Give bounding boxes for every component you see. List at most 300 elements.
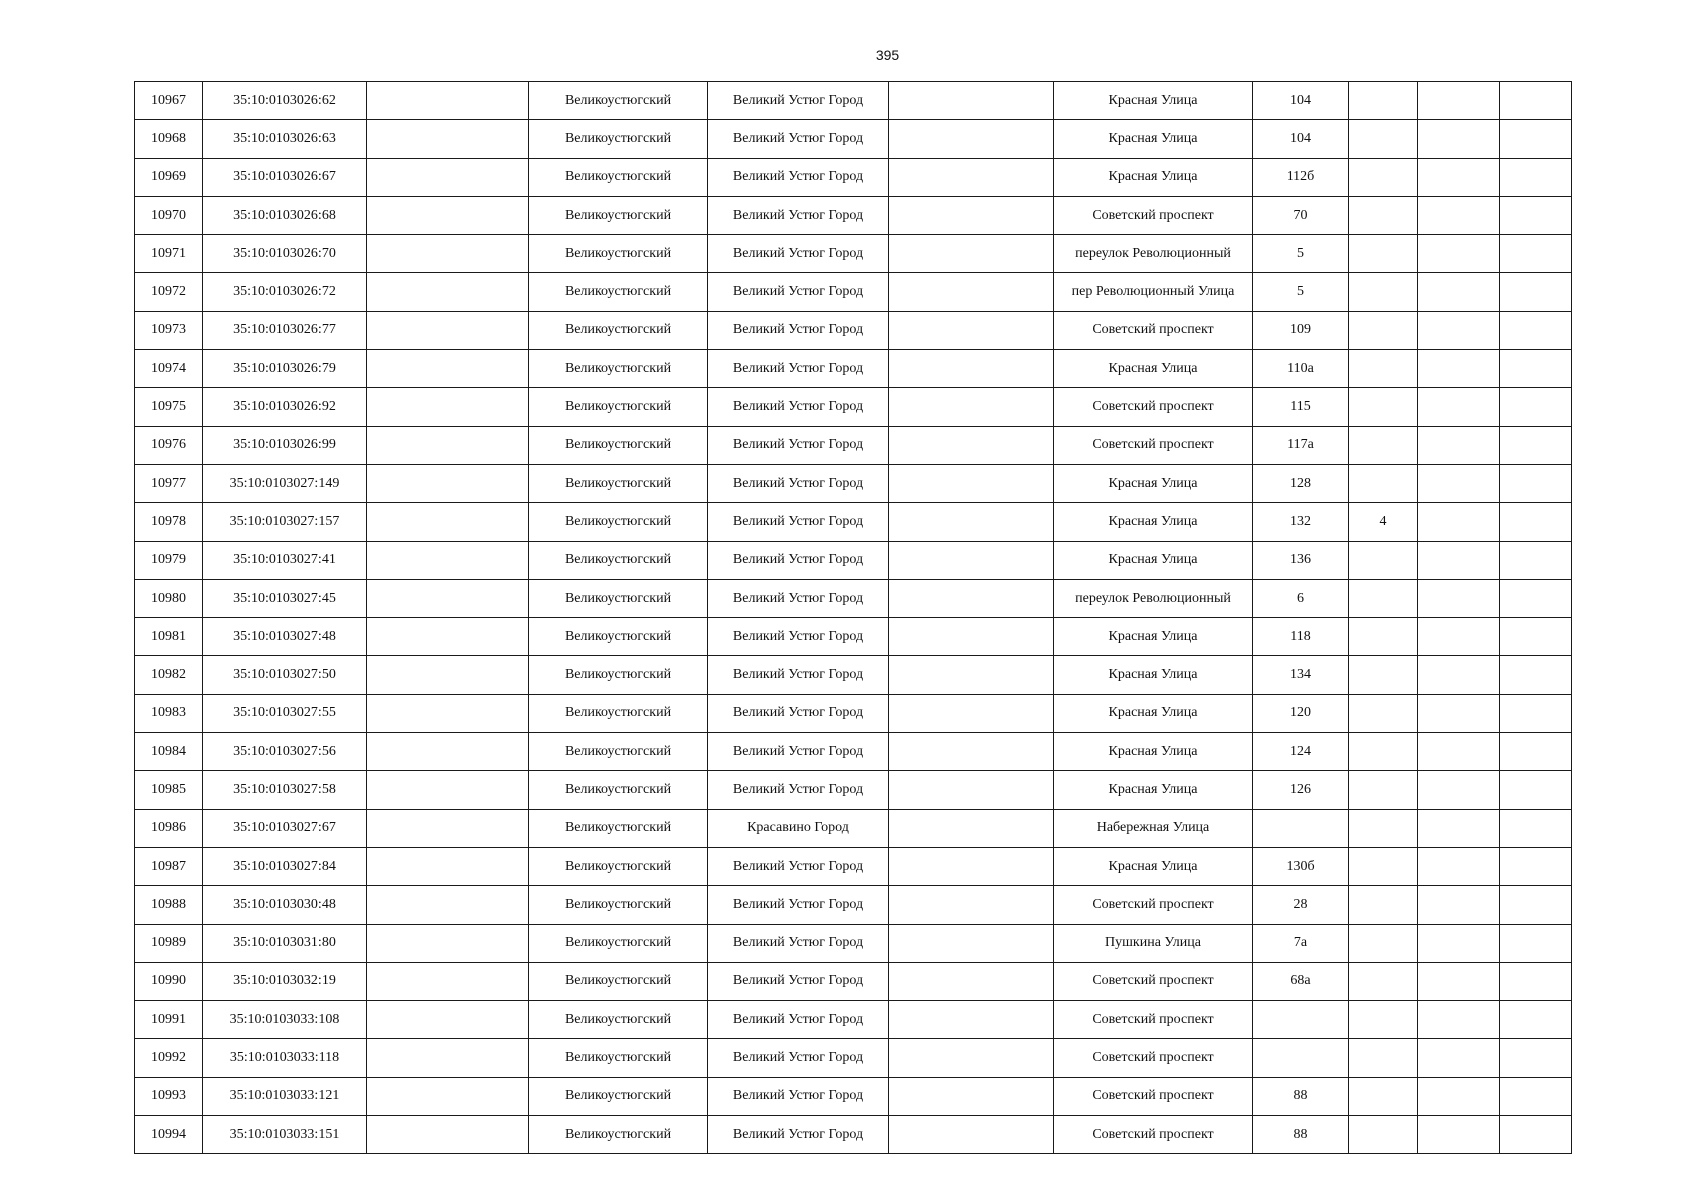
locality-cell: Великий Устюг Город: [708, 311, 889, 349]
district-cell: Великоустюгский: [529, 579, 708, 617]
locality-cell: Великий Устюг Город: [708, 579, 889, 617]
house-number-cell: 110а: [1253, 350, 1349, 388]
district-cell: Великоустюгский: [529, 924, 708, 962]
empty-cell: [889, 82, 1054, 120]
empty-cell: [1418, 1001, 1500, 1039]
locality-cell: Великий Устюг Город: [708, 235, 889, 273]
row-number-cell: 10991: [135, 1001, 203, 1039]
table-row: [135, 656, 1572, 694]
district-cell: Великоустюгский: [529, 503, 708, 541]
building-number-cell: [1349, 311, 1418, 349]
empty-cell: [1418, 618, 1500, 656]
district-cell: Великоустюгский: [529, 158, 708, 196]
cadastral-number-cell: 35:10:0103033:108: [203, 1001, 367, 1039]
empty-cell: [889, 311, 1054, 349]
empty-cell: [1418, 962, 1500, 1000]
district-cell: Великоустюгский: [529, 82, 708, 120]
building-number-cell: [1349, 541, 1418, 579]
empty-cell: [1500, 273, 1572, 311]
building-number-cell: [1349, 196, 1418, 234]
row-number-cell: 10992: [135, 1039, 203, 1077]
street-cell: Советский проспект: [1054, 1116, 1253, 1154]
building-number-cell: [1349, 1116, 1418, 1154]
locality-cell: Великий Устюг Город: [708, 464, 889, 502]
building-number-cell: [1349, 82, 1418, 120]
building-number-cell: [1349, 694, 1418, 732]
table-row: [135, 1001, 1572, 1039]
building-number-cell: [1349, 618, 1418, 656]
row-number-cell: 10976: [135, 426, 203, 464]
row-number-cell: 10984: [135, 733, 203, 771]
empty-cell: [1418, 656, 1500, 694]
building-number-cell: [1349, 350, 1418, 388]
building-number-cell: [1349, 656, 1418, 694]
row-number-cell: 10985: [135, 771, 203, 809]
building-number-cell: 4: [1349, 503, 1418, 541]
empty-cell: [1418, 809, 1500, 847]
empty-cell: [367, 350, 529, 388]
empty-cell: [1418, 771, 1500, 809]
row-number-cell: 10974: [135, 350, 203, 388]
building-number-cell: [1349, 733, 1418, 771]
empty-cell: [367, 503, 529, 541]
locality-cell: Великий Устюг Город: [708, 924, 889, 962]
locality-cell: Великий Устюг Город: [708, 733, 889, 771]
empty-cell: [1500, 1116, 1572, 1154]
cadastral-number-cell: 35:10:0103032:19: [203, 962, 367, 1000]
table-row: [135, 1116, 1572, 1154]
property-register-table: [134, 81, 1572, 1154]
empty-cell: [1500, 579, 1572, 617]
street-cell: Красная Улица: [1054, 733, 1253, 771]
table-row: [135, 464, 1572, 502]
street-cell: переулок Революционный: [1054, 235, 1253, 273]
building-number-cell: [1349, 579, 1418, 617]
locality-cell: Великий Устюг Город: [708, 1077, 889, 1115]
empty-cell: [1500, 120, 1572, 158]
table-row: [135, 924, 1572, 962]
street-cell: Красная Улица: [1054, 618, 1253, 656]
building-number-cell: [1349, 809, 1418, 847]
empty-cell: [1418, 847, 1500, 885]
empty-cell: [889, 886, 1054, 924]
empty-cell: [1418, 158, 1500, 196]
table-row: [135, 771, 1572, 809]
table-body: [135, 82, 1572, 1154]
building-number-cell: [1349, 388, 1418, 426]
empty-cell: [367, 847, 529, 885]
house-number-cell: 115: [1253, 388, 1349, 426]
district-cell: Великоустюгский: [529, 426, 708, 464]
empty-cell: [1500, 847, 1572, 885]
empty-cell: [889, 1077, 1054, 1115]
locality-cell: Великий Устюг Город: [708, 82, 889, 120]
empty-cell: [889, 426, 1054, 464]
empty-cell: [1500, 541, 1572, 579]
empty-cell: [1418, 350, 1500, 388]
house-number-cell: 112б: [1253, 158, 1349, 196]
table-row: [135, 618, 1572, 656]
house-number-cell: [1253, 1001, 1349, 1039]
locality-cell: Великий Устюг Город: [708, 1039, 889, 1077]
table-row: [135, 847, 1572, 885]
row-number-cell: 10971: [135, 235, 203, 273]
empty-cell: [889, 464, 1054, 502]
locality-cell: Великий Устюг Город: [708, 503, 889, 541]
cadastral-number-cell: 35:10:0103027:45: [203, 579, 367, 617]
empty-cell: [1500, 1077, 1572, 1115]
empty-cell: [367, 311, 529, 349]
street-cell: пер Революционный Улица: [1054, 273, 1253, 311]
street-cell: Красная Улица: [1054, 656, 1253, 694]
cadastral-number-cell: 35:10:0103027:84: [203, 847, 367, 885]
empty-cell: [1500, 311, 1572, 349]
house-number-cell: 88: [1253, 1077, 1349, 1115]
empty-cell: [889, 809, 1054, 847]
district-cell: Великоустюгский: [529, 618, 708, 656]
empty-cell: [367, 120, 529, 158]
building-number-cell: [1349, 1039, 1418, 1077]
locality-cell: Красавино Город: [708, 809, 889, 847]
locality-cell: Великий Устюг Город: [708, 771, 889, 809]
empty-cell: [1500, 82, 1572, 120]
district-cell: Великоустюгский: [529, 962, 708, 1000]
cadastral-number-cell: 35:10:0103027:41: [203, 541, 367, 579]
row-number-cell: 10983: [135, 694, 203, 732]
locality-cell: Великий Устюг Город: [708, 388, 889, 426]
empty-cell: [889, 771, 1054, 809]
cadastral-number-cell: 35:10:0103026:72: [203, 273, 367, 311]
cadastral-number-cell: 35:10:0103027:67: [203, 809, 367, 847]
empty-cell: [367, 464, 529, 502]
cadastral-number-cell: 35:10:0103026:63: [203, 120, 367, 158]
empty-cell: [1500, 1001, 1572, 1039]
empty-cell: [1500, 158, 1572, 196]
row-number-cell: 10973: [135, 311, 203, 349]
house-number-cell: 6: [1253, 579, 1349, 617]
building-number-cell: [1349, 120, 1418, 158]
empty-cell: [1418, 1077, 1500, 1115]
empty-cell: [1500, 733, 1572, 771]
district-cell: Великоустюгский: [529, 464, 708, 502]
empty-cell: [367, 1039, 529, 1077]
empty-cell: [1418, 464, 1500, 502]
street-cell: Пушкина Улица: [1054, 924, 1253, 962]
cadastral-number-cell: 35:10:0103027:55: [203, 694, 367, 732]
empty-cell: [367, 886, 529, 924]
empty-cell: [1500, 196, 1572, 234]
house-number-cell: 109: [1253, 311, 1349, 349]
empty-cell: [1500, 350, 1572, 388]
district-cell: Великоустюгский: [529, 694, 708, 732]
street-cell: Красная Улица: [1054, 464, 1253, 502]
empty-cell: [889, 694, 1054, 732]
row-number-cell: 10975: [135, 388, 203, 426]
street-cell: Красная Улица: [1054, 541, 1253, 579]
district-cell: Великоустюгский: [529, 120, 708, 158]
building-number-cell: [1349, 273, 1418, 311]
district-cell: Великоустюгский: [529, 1077, 708, 1115]
table-row: [135, 273, 1572, 311]
house-number-cell: [1253, 1039, 1349, 1077]
empty-cell: [1500, 962, 1572, 1000]
locality-cell: Великий Устюг Город: [708, 694, 889, 732]
empty-cell: [889, 1039, 1054, 1077]
district-cell: Великоустюгский: [529, 235, 708, 273]
empty-cell: [367, 426, 529, 464]
empty-cell: [367, 924, 529, 962]
cadastral-number-cell: 35:10:0103031:80: [203, 924, 367, 962]
table-row: [135, 120, 1572, 158]
cadastral-number-cell: 35:10:0103026:67: [203, 158, 367, 196]
empty-cell: [367, 771, 529, 809]
cadastral-number-cell: 35:10:0103030:48: [203, 886, 367, 924]
empty-cell: [889, 733, 1054, 771]
empty-cell: [1500, 503, 1572, 541]
street-cell: Красная Улица: [1054, 694, 1253, 732]
district-cell: Великоустюгский: [529, 1116, 708, 1154]
empty-cell: [367, 1077, 529, 1115]
empty-cell: [1500, 426, 1572, 464]
row-number-cell: 10982: [135, 656, 203, 694]
page-number: 395: [875, 47, 900, 63]
locality-cell: Великий Устюг Город: [708, 1001, 889, 1039]
cadastral-number-cell: 35:10:0103027:50: [203, 656, 367, 694]
house-number-cell: 128: [1253, 464, 1349, 502]
row-number-cell: 10988: [135, 886, 203, 924]
locality-cell: Великий Устюг Город: [708, 350, 889, 388]
building-number-cell: [1349, 847, 1418, 885]
building-number-cell: [1349, 1077, 1418, 1115]
row-number-cell: 10994: [135, 1116, 203, 1154]
row-number-cell: 10970: [135, 196, 203, 234]
locality-cell: Великий Устюг Город: [708, 158, 889, 196]
district-cell: Великоустюгский: [529, 733, 708, 771]
row-number-cell: 10972: [135, 273, 203, 311]
district-cell: Великоустюгский: [529, 809, 708, 847]
locality-cell: Великий Устюг Город: [708, 426, 889, 464]
district-cell: Великоустюгский: [529, 388, 708, 426]
empty-cell: [1418, 1039, 1500, 1077]
district-cell: Великоустюгский: [529, 311, 708, 349]
empty-cell: [1418, 694, 1500, 732]
empty-cell: [889, 158, 1054, 196]
row-number-cell: 10993: [135, 1077, 203, 1115]
cadastral-number-cell: 35:10:0103027:58: [203, 771, 367, 809]
cadastral-number-cell: 35:10:0103027:48: [203, 618, 367, 656]
street-cell: Красная Улица: [1054, 503, 1253, 541]
district-cell: Великоустюгский: [529, 771, 708, 809]
building-number-cell: [1349, 924, 1418, 962]
street-cell: Советский проспект: [1054, 1077, 1253, 1115]
building-number-cell: [1349, 771, 1418, 809]
empty-cell: [889, 235, 1054, 273]
district-cell: Великоустюгский: [529, 541, 708, 579]
empty-cell: [889, 350, 1054, 388]
locality-cell: Великий Устюг Город: [708, 962, 889, 1000]
district-cell: Великоустюгский: [529, 196, 708, 234]
empty-cell: [367, 733, 529, 771]
table-row: [135, 426, 1572, 464]
empty-cell: [367, 1001, 529, 1039]
empty-cell: [367, 1116, 529, 1154]
district-cell: Великоустюгский: [529, 1039, 708, 1077]
house-number-cell: 68а: [1253, 962, 1349, 1000]
cadastral-number-cell: 35:10:0103027:56: [203, 733, 367, 771]
empty-cell: [1500, 886, 1572, 924]
building-number-cell: [1349, 158, 1418, 196]
empty-cell: [889, 579, 1054, 617]
district-cell: Великоустюгский: [529, 886, 708, 924]
row-number-cell: 10990: [135, 962, 203, 1000]
house-number-cell: 126: [1253, 771, 1349, 809]
street-cell: Красная Улица: [1054, 82, 1253, 120]
cadastral-number-cell: 35:10:0103026:92: [203, 388, 367, 426]
cadastral-number-cell: 35:10:0103027:149: [203, 464, 367, 502]
locality-cell: Великий Устюг Город: [708, 541, 889, 579]
empty-cell: [1418, 579, 1500, 617]
table-row: [135, 962, 1572, 1000]
table-row: [135, 235, 1572, 273]
empty-cell: [367, 196, 529, 234]
empty-cell: [889, 924, 1054, 962]
table-row: [135, 311, 1572, 349]
district-cell: Великоустюгский: [529, 656, 708, 694]
street-cell: Советский проспект: [1054, 426, 1253, 464]
empty-cell: [889, 541, 1054, 579]
street-cell: Красная Улица: [1054, 771, 1253, 809]
house-number-cell: 104: [1253, 120, 1349, 158]
table-row: [135, 196, 1572, 234]
empty-cell: [367, 656, 529, 694]
street-cell: Советский проспект: [1054, 1039, 1253, 1077]
locality-cell: Великий Устюг Город: [708, 196, 889, 234]
empty-cell: [889, 618, 1054, 656]
empty-cell: [1500, 771, 1572, 809]
cadastral-number-cell: 35:10:0103026:62: [203, 82, 367, 120]
cadastral-number-cell: 35:10:0103027:157: [203, 503, 367, 541]
building-number-cell: [1349, 962, 1418, 1000]
cadastral-number-cell: 35:10:0103026:70: [203, 235, 367, 273]
locality-cell: Великий Устюг Город: [708, 886, 889, 924]
cadastral-number-cell: 35:10:0103026:99: [203, 426, 367, 464]
row-number-cell: 10986: [135, 809, 203, 847]
row-number-cell: 10978: [135, 503, 203, 541]
street-cell: Советский проспект: [1054, 886, 1253, 924]
empty-cell: [367, 809, 529, 847]
empty-cell: [1500, 464, 1572, 502]
empty-cell: [1418, 503, 1500, 541]
empty-cell: [889, 388, 1054, 426]
house-number-cell: 7а: [1253, 924, 1349, 962]
table-row: [135, 579, 1572, 617]
empty-cell: [367, 388, 529, 426]
house-number-cell: 104: [1253, 82, 1349, 120]
house-number-cell: 130б: [1253, 847, 1349, 885]
table-row: [135, 82, 1572, 120]
house-number-cell: 118: [1253, 618, 1349, 656]
house-number-cell: 136: [1253, 541, 1349, 579]
empty-cell: [889, 847, 1054, 885]
empty-cell: [1418, 426, 1500, 464]
building-number-cell: [1349, 235, 1418, 273]
row-number-cell: 10989: [135, 924, 203, 962]
empty-cell: [1500, 656, 1572, 694]
table-row: [135, 1077, 1572, 1115]
house-number-cell: 5: [1253, 235, 1349, 273]
street-cell: Красная Улица: [1054, 158, 1253, 196]
cadastral-number-cell: 35:10:0103033:118: [203, 1039, 367, 1077]
locality-cell: Великий Устюг Город: [708, 847, 889, 885]
table-row: [135, 1039, 1572, 1077]
house-number-cell: 117а: [1253, 426, 1349, 464]
house-number-cell: 70: [1253, 196, 1349, 234]
locality-cell: Великий Устюг Город: [708, 1116, 889, 1154]
empty-cell: [367, 158, 529, 196]
table-row: [135, 388, 1572, 426]
empty-cell: [1418, 1116, 1500, 1154]
cadastral-number-cell: 35:10:0103033:121: [203, 1077, 367, 1115]
house-number-cell: 132: [1253, 503, 1349, 541]
table-row: [135, 158, 1572, 196]
empty-cell: [889, 1116, 1054, 1154]
empty-cell: [1500, 1039, 1572, 1077]
empty-cell: [889, 273, 1054, 311]
empty-cell: [367, 235, 529, 273]
table-row: [135, 541, 1572, 579]
house-number-cell: 5: [1253, 273, 1349, 311]
empty-cell: [1418, 273, 1500, 311]
table-row: [135, 694, 1572, 732]
row-number-cell: 10977: [135, 464, 203, 502]
empty-cell: [1500, 809, 1572, 847]
house-number-cell: [1253, 809, 1349, 847]
row-number-cell: 10969: [135, 158, 203, 196]
empty-cell: [1500, 235, 1572, 273]
empty-cell: [1418, 886, 1500, 924]
empty-cell: [889, 503, 1054, 541]
street-cell: Красная Улица: [1054, 847, 1253, 885]
empty-cell: [367, 694, 529, 732]
cadastral-number-cell: 35:10:0103026:77: [203, 311, 367, 349]
row-number-cell: 10979: [135, 541, 203, 579]
building-number-cell: [1349, 426, 1418, 464]
district-cell: Великоустюгский: [529, 273, 708, 311]
district-cell: Великоустюгский: [529, 350, 708, 388]
house-number-cell: 28: [1253, 886, 1349, 924]
locality-cell: Великий Устюг Город: [708, 120, 889, 158]
empty-cell: [367, 962, 529, 1000]
locality-cell: Великий Устюг Город: [708, 273, 889, 311]
locality-cell: Великий Устюг Город: [708, 618, 889, 656]
empty-cell: [1418, 120, 1500, 158]
cadastral-number-cell: 35:10:0103026:79: [203, 350, 367, 388]
empty-cell: [1500, 694, 1572, 732]
table-row: [135, 886, 1572, 924]
building-number-cell: [1349, 464, 1418, 502]
empty-cell: [1418, 733, 1500, 771]
empty-cell: [1418, 388, 1500, 426]
street-cell: переулок Революционный: [1054, 579, 1253, 617]
empty-cell: [889, 962, 1054, 1000]
house-number-cell: 124: [1253, 733, 1349, 771]
empty-cell: [1418, 196, 1500, 234]
street-cell: Советский проспект: [1054, 1001, 1253, 1039]
street-cell: Советский проспект: [1054, 196, 1253, 234]
house-number-cell: 134: [1253, 656, 1349, 694]
empty-cell: [889, 656, 1054, 694]
house-number-cell: 120: [1253, 694, 1349, 732]
